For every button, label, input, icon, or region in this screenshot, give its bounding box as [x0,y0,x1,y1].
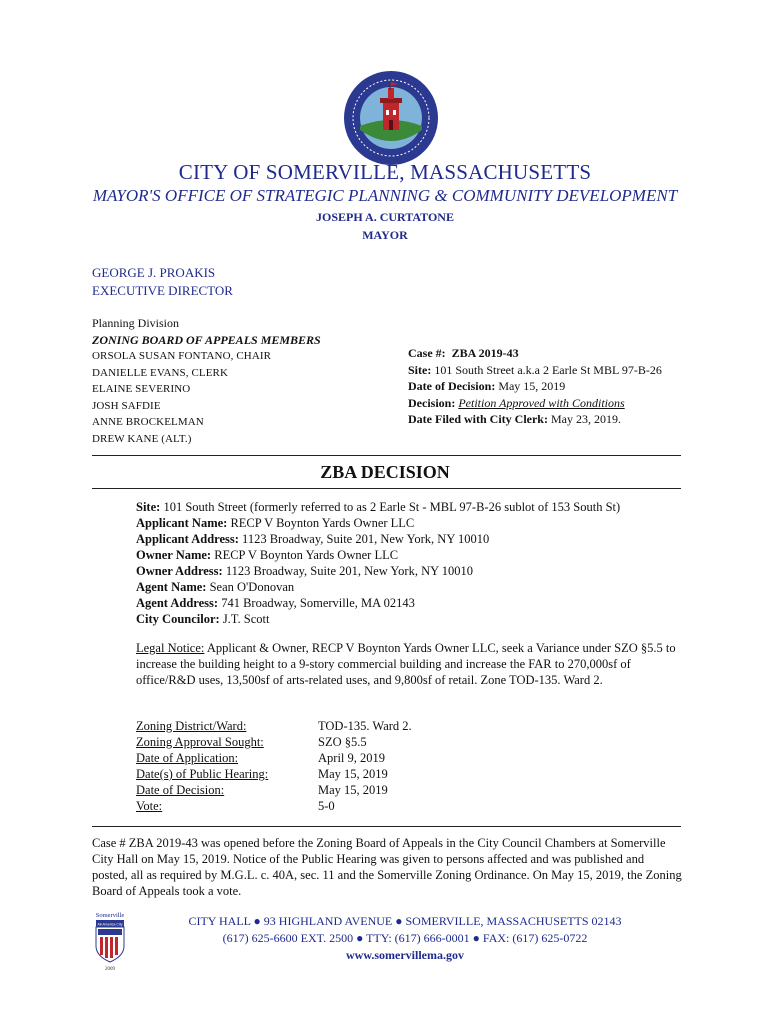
decision-label: Decision: [408,395,456,410]
zoning-value: 5-0 [318,799,335,813]
zoning-label: Zoning Approval Sought: [136,735,264,749]
detail-value: 741 Broadway, Somerville, MA 02143 [221,596,415,610]
zoning-label: Date of Application: [136,751,239,765]
board-member: ANNE BROCKELMAN [92,416,204,428]
zoning-value: TOD-135. Ward 2. [318,719,412,733]
zoning-value: May 15, 2019 [318,783,388,797]
detail-value: Sean O'Donovan [209,580,295,594]
division-label: Planning Division [92,316,180,330]
zoning-labels [136,718,268,814]
badge-year: 2009 [105,967,115,972]
legal-notice [136,640,676,688]
board-heading: ZONING BOARD OF APPEALS MEMBERS [92,332,321,347]
legal-notice-text: Applicant & Owner, RECP V Boynton Yards Owner LLC, seek a Variance under SZO §5.5 to increase the building height to a 9-story commercial building and increase the FAR to 270,000sf of office/R&D uses, 13,500sf of arts-related uses, and 9,800sf of retail. Zone TOD-135. Ward 2. [136,641,676,687]
detail-value: 101 South Street (formerly referred to as 2 Earle St - MBL 97-B-26 sublot of 153 South St) [163,500,621,514]
detail-row [136,547,620,563]
applicant-details [136,499,620,627]
detail-label: Owner Name: [136,548,212,562]
filed-date: May 23, 2019. [550,412,621,426]
board-member: ELAINE SEVERINO [92,383,191,395]
detail-value: 1123 Broadway, Suite 201, New York, NY 10010 [242,532,490,546]
case-number-label: Case #: [408,346,446,360]
executive-name: GEORGE J. PROAKIS [92,265,216,280]
board-members-block [92,315,321,447]
legal-notice-label: Legal Notice: [136,641,205,655]
all-america-city-badge [88,910,132,972]
detail-label: Applicant Address: [136,532,239,546]
case-number: ZBA 2019-43 [451,346,519,360]
zoning-label: Date of Decision: [136,783,225,797]
footer-website-link[interactable]: www.somervillema.gov [346,948,464,962]
detail-row [136,611,620,627]
office-name: MAYOR'S OFFICE OF STRATEGIC PLANNING & COMMUNITY DEVELOPMENT [92,186,678,205]
zoning-label: Zoning District/Ward: [136,719,247,733]
detail-value: J.T. Scott [222,612,270,626]
detail-row [136,563,620,579]
divider [92,826,681,827]
detail-label: City Councilor: [136,612,220,626]
case-summary [408,345,662,428]
board-member: DREW KANE (ALT.) [92,432,192,445]
zoning-value: SZO §5.5 [318,735,367,749]
footer-address: CITY HALL ● 93 HIGHLAND AVENUE ● SOMERVILLE, MASSACHUSETTS 02143 [188,914,622,928]
detail-row [136,531,620,547]
zoning-value: May 15, 2019 [318,767,388,781]
detail-label: Agent Name: [136,580,207,594]
badge-mid: All-America City [97,922,123,927]
zoning-value: April 9, 2019 [318,751,386,765]
hearing-paragraph: Case # ZBA 2019-43 was opened before the Zoning Board of Appeals in the City Council Chambers at Somerville City Hall on May 15, 2019. Notice of the Public Hearing was given to persons affected and was published and posted, all as required by M.G.L. c. 40A, sec. 11 and the Somerville Zoning Ordinance. On May 15, 2019, the Zoning Board of Appeals took a vote. [92,836,682,898]
city-seal-logo [343,70,439,166]
city-title: CITY OF SOMERVILLE, MASSACHUSETTS [178,160,592,184]
footer [140,913,670,964]
board-member: ORSOLA SUSAN FONTANO, CHAIR [92,350,272,362]
detail-value: RECP V Boynton Yards Owner LLC [230,516,415,530]
mayor-name: JOSEPH A. CURTATONE [316,210,454,224]
detail-label: Applicant Name: [136,516,228,530]
zoning-values [318,718,412,814]
executive-title: EXECUTIVE DIRECTOR [92,283,233,298]
detail-row [136,515,620,531]
board-member: DANIELLE EVANS, CLERK [92,366,229,379]
detail-row [136,579,620,595]
detail-row [136,595,620,611]
badge-top: Somerville [95,912,125,919]
decision-value: Petition Approved with Conditions [458,395,625,410]
divider [92,488,681,489]
footer-phones: (617) 625-6600 EXT. 2500 ● TTY: (617) 666-0001 ● FAX: (617) 625-0722 [222,931,588,945]
executive-director-block [92,264,233,300]
zoning-label: Vote: [136,799,163,813]
site-value: 101 South Street a.k.a 2 Earle St MBL 97-B-26 [434,362,662,377]
decision-date: May 15, 2019 [498,379,566,393]
detail-value: 1123 Broadway, Suite 201, New York, NY 10010 [225,564,474,578]
detail-row [136,499,620,515]
filed-label: Date Filed with City Clerk: [408,412,548,426]
detail-label: Site: [136,500,161,514]
board-member: JOSH SAFDIE [92,399,161,412]
zoning-label: Date(s) of Public Hearing: [136,767,269,781]
decision-date-label: Date of Decision: [408,379,496,393]
detail-label: Agent Address: [136,596,219,610]
mayor-title: MAYOR [362,228,408,242]
decision-title: ZBA DECISION [320,462,450,482]
detail-value: RECP V Boynton Yards Owner LLC [214,548,399,562]
detail-label: Owner Address: [136,564,223,578]
site-label: Site: [408,362,432,377]
divider [92,455,681,456]
